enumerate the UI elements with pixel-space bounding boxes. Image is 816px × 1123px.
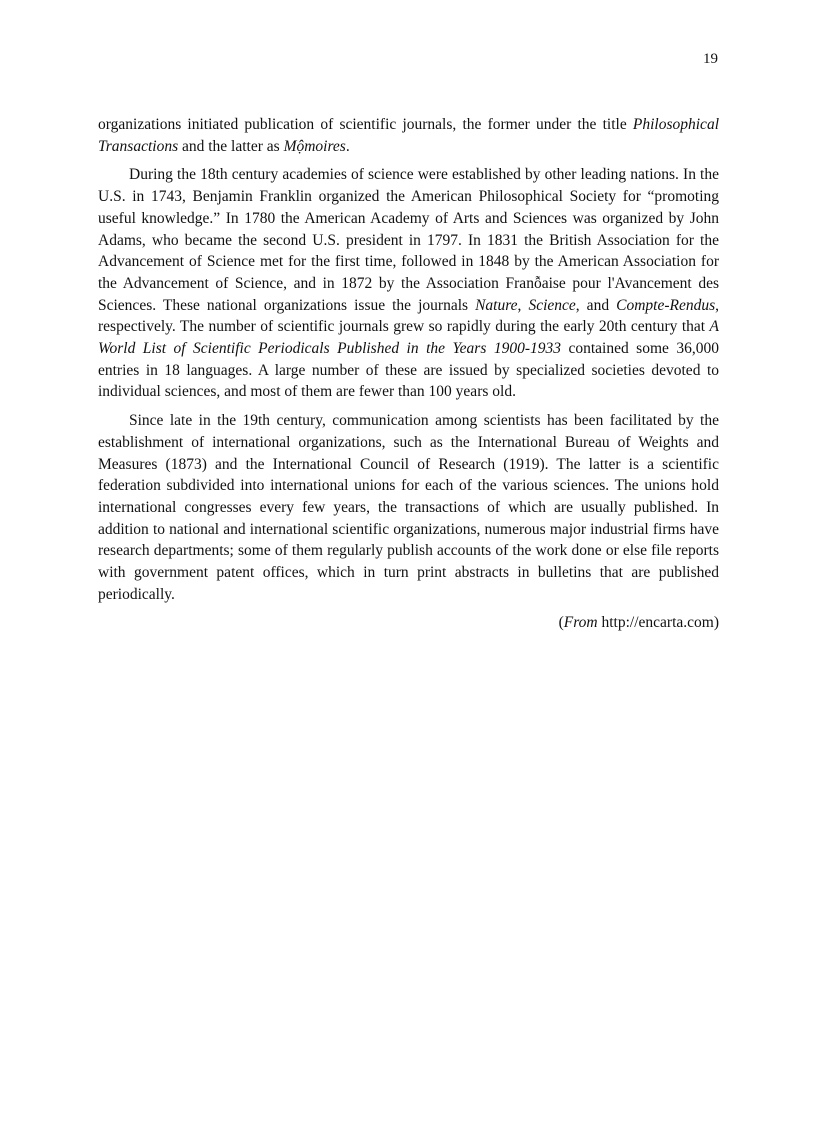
paragraph-19th-century xyxy=(98,410,719,605)
journal-title-nature: Nature xyxy=(475,296,518,314)
journal-title-science: Science xyxy=(528,296,576,314)
text-segment: Since late in the 19th century, communication among scientists has been facilitated by the establishment of international organizations, such as the International Bureau of Weights and Measures (1873) and the International Council of Research (1919). The latter is a scientific federation subdivided into international unions for each of the various sciences. The unions hold international congresses every few years, the transactions of which are usually published. In addition to national and international scientific organizations, numerous major industrial firms have research departments; some of them regularly publish accounts of the work done or else file reports with government patent offices, which in turn print abstracts in bulletins that are published periodically. xyxy=(98,412,719,603)
page-number: 19 xyxy=(703,51,718,67)
paragraph-continuation xyxy=(98,114,719,157)
source-close-paren: ) xyxy=(713,614,719,632)
text-segment: , xyxy=(517,296,529,314)
article-body xyxy=(98,114,719,641)
text-segment: . xyxy=(345,137,350,155)
journal-title-philosophical-transactions: Philosophical Transactions xyxy=(98,116,719,155)
source-from-label: From xyxy=(563,614,598,632)
source-open-paren: ( xyxy=(558,614,564,632)
text-segment: During the 18th century academies of science were established by other leading nations. In the U.S. in 1743, Benjamin Franklin organized the American Philosophical Society for “promoting useful knowledge.” In 1780 the American Academy of Arts and Sciences was organized by John Adams, who became the second U.S. president in 1797. In 1831 the British Association for the Advancement of Science met for the first time, followed in 1848 by the American Association for the Advancement of Science, and in 1872 by the Association Franỗaise pour l'Avancement des Sciences. These national organizations issue the journals xyxy=(98,166,719,314)
book-title-world-list: A World List of Scientific Periodicals Published in the Years 1900-1933 xyxy=(98,318,719,358)
text-segment: , and xyxy=(575,296,617,314)
text-segment: and the latter as xyxy=(178,137,284,155)
text-segment: organizations initiated publication of scientific journals, the former under the title xyxy=(98,116,633,133)
paragraph-18th-century xyxy=(98,164,719,403)
journal-title-compte-rendus: Compte-Rendus xyxy=(616,296,716,314)
text-segment: contained some 36,000 entries in 18 languages. A large number of these are issued by specialized societies devoted to individual sciences, and most of them are fewer than 100 years old. xyxy=(98,340,719,401)
source-citation xyxy=(98,612,719,634)
source-url: http://encarta.com xyxy=(597,614,714,632)
journal-title-memoires: Mộmoires xyxy=(283,137,346,155)
text-segment: , respectively. The number of scientific journals grew so rapidly during the early 20th century that xyxy=(98,296,719,336)
